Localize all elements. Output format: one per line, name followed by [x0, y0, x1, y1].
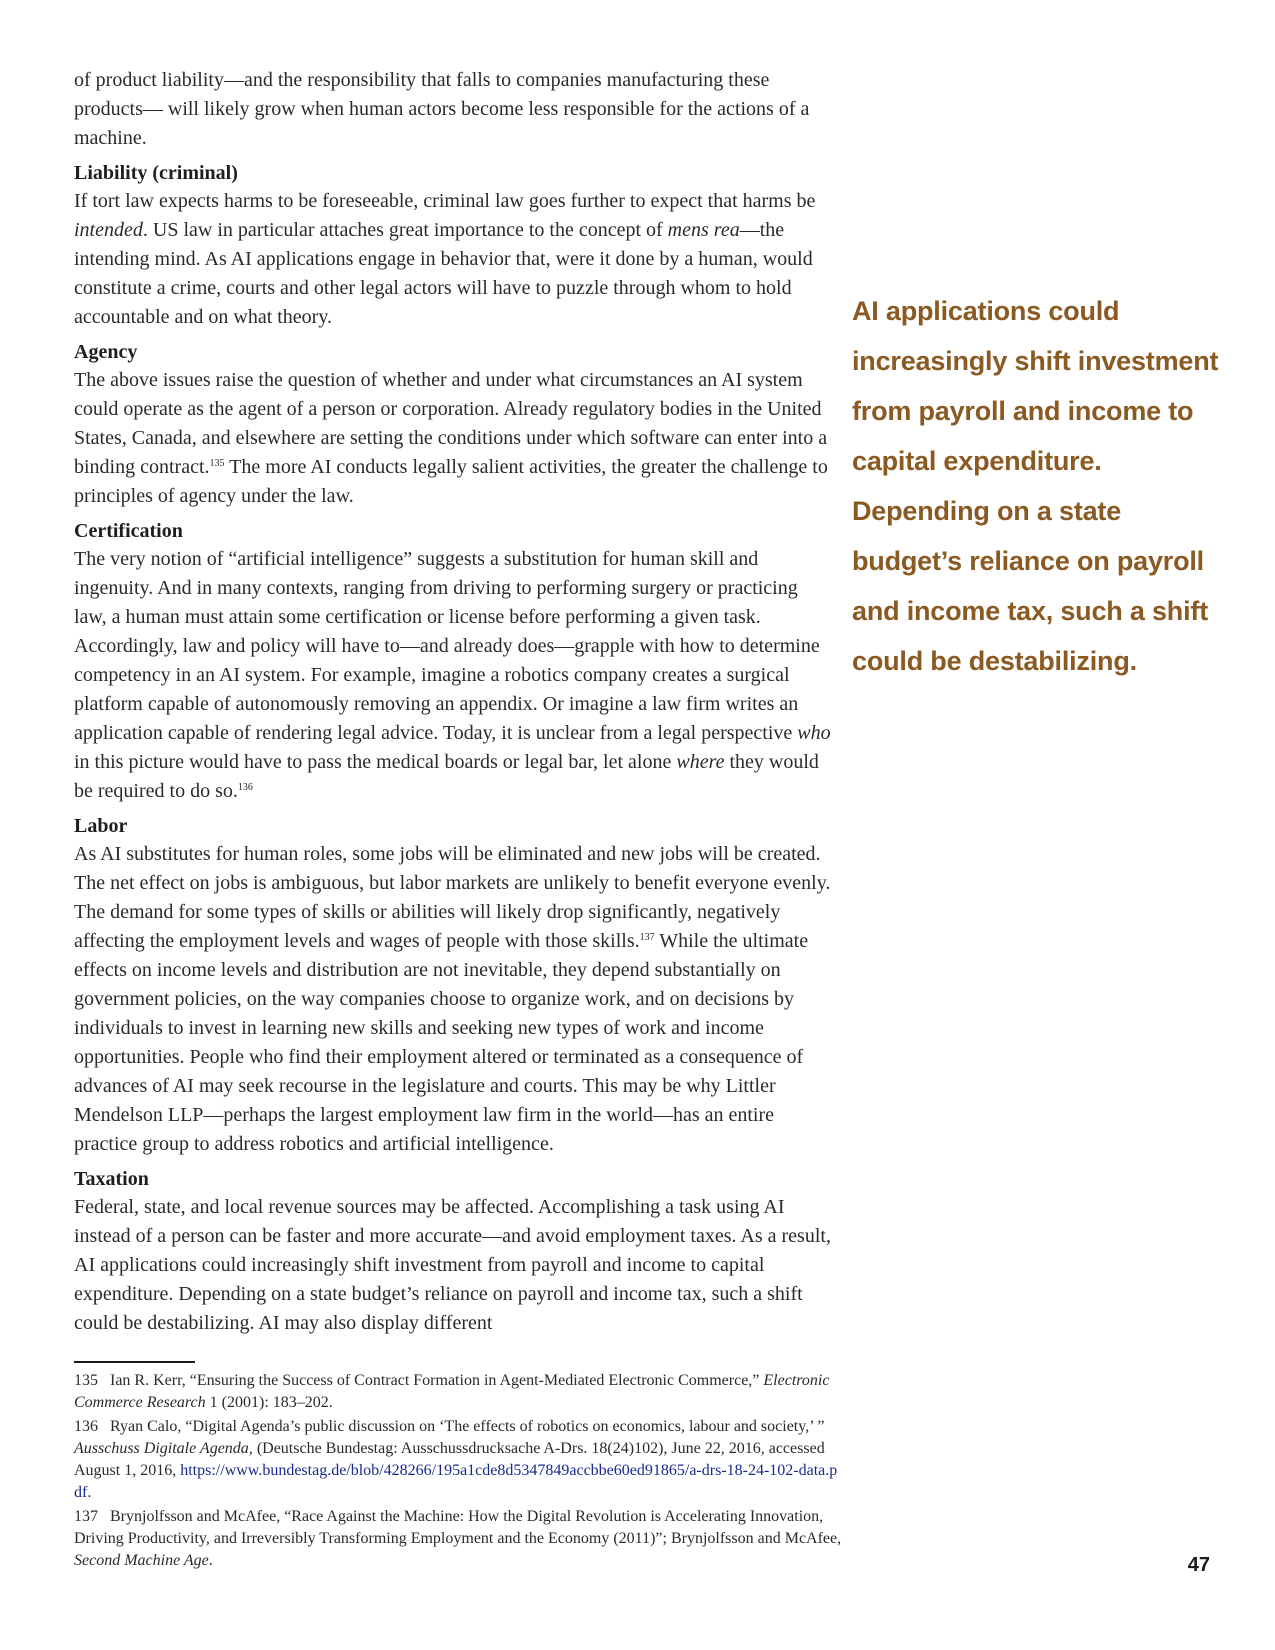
text-run: If tort law expects harms to be foreseeable, criminal law goes further to expect that harms be — [74, 190, 816, 212]
paragraph-certification — [74, 545, 834, 806]
footnote-137 — [74, 1506, 844, 1572]
emphasis-intended: intended — [74, 219, 143, 241]
pull-quote: AI applications could increasingly shift investment from payroll and income to capital expenditure. Depending on a state budget’s reliance on payroll and income tax, such a shift could be destabilizing. — [852, 296, 1219, 676]
main-text-column — [74, 66, 834, 1344]
paragraph-labor — [74, 840, 834, 1159]
paragraph-taxation: Federal, state, and local revenue sources may be affected. Accomplishing a task using AI instead of a person can be faster and more accurate—and avoid employment taxes. As a result, AI applications could increasingly shift investment from payroll and income to capital expenditure. Depending on a state budget’s reliance on payroll and income tax, such a shift could be destabilizing. AI may also display different — [74, 1196, 831, 1334]
text-run: As AI substitutes for human roles, some jobs will be eliminated and new jobs will be created. The net effect on jobs is ambiguous, but labor markets are unlikely to benefit everyone evenly. The demand for some types of skills or abilities will likely drop significantly, negatively affecting the employment levels and wages of people with those skills. — [74, 843, 831, 952]
heading-taxation: Taxation — [74, 1168, 149, 1190]
footnote-135 — [74, 1370, 844, 1414]
intro-paragraph: of product liability—and the responsibility that falls to companies manufacturing these products— will likely grow when human actors become less responsible for the actions of a machine. — [74, 69, 810, 149]
paragraph-agency — [74, 366, 834, 511]
text-run: , (Deutsche Bundestag: Ausschussdrucksache A-Drs. 18(24)102), June 22, 2016, accessed August 1, 2016, — [74, 1440, 825, 1479]
emphasis-mens-rea: mens rea — [667, 219, 740, 241]
paragraph-liability-criminal — [74, 187, 834, 332]
footnote-136 — [74, 1416, 844, 1504]
footnote-number: 136 — [74, 1418, 98, 1435]
heading-agency: Agency — [74, 341, 138, 363]
text-run: Ian R. Kerr, “Ensuring the Success of Contract Formation in Agent-Mediated Electronic Commerce,” — [110, 1372, 764, 1389]
text-run: The more AI conducts legally salient activities, the greater the challenge to principles of agency under the law. — [74, 456, 828, 507]
emphasis-where: where — [676, 751, 725, 773]
text-run: Ryan Calo, “Digital Agenda’s public discussion on ‘The effects of robotics on economics, labour and society,’ ” — [110, 1418, 825, 1435]
emphasis-committee: Ausschuss Digitale Agenda — [74, 1440, 249, 1457]
emphasis-who: who — [797, 722, 831, 744]
emphasis-book: Second Machine Age — [74, 1552, 209, 1569]
footnote-number: 137 — [74, 1508, 98, 1525]
heading-certification: Certification — [74, 520, 183, 542]
text-run: 1 (2001): 183–202. — [205, 1394, 333, 1411]
text-run: . — [208, 1552, 213, 1569]
text-run: they would be required to do so. — [74, 751, 819, 802]
text-run: The very notion of “artificial intelligence” suggests a substitution for human skill and ingenuity. And in many contexts, ranging from driving to performing surgery or practicing law, a human must attain some certification or license before performing a given task. Accordingly, law and policy will have to—and already does—grapple with how to determine competency in an AI system. For example, imagine a robotics company creates a surgical platform capable of autonomously removing an appendix. Or imagine a law firm writes an application capable of rendering legal advice. Today, it is unclear from a legal perspective — [74, 548, 820, 744]
page-number: 47 — [1187, 1554, 1210, 1576]
bundestag-link[interactable]: https://www.bundestag.de/blob/428266/195a1cde8d5347849accbbe60ed91865/a-drs-18-24-102-data.pdf. — [74, 1462, 838, 1501]
footnote-number: 135 — [74, 1372, 98, 1389]
footnote-ref-137[interactable]: 137 — [639, 932, 655, 943]
heading-labor: Labor — [74, 815, 128, 837]
text-run: —the intending mind. As AI applications engage in behavior that, were it done by a human, would constitute a crime, courts and other legal actors will have to puzzle through whom to hold accountable and on what theory. — [74, 219, 813, 328]
heading-liability-criminal: Liability (criminal) — [74, 162, 238, 184]
footnotes-section — [74, 1370, 844, 1574]
text-run: in this picture would have to pass the medical boards or legal bar, let alone — [74, 751, 677, 773]
text-run: While the ultimate effects on income levels and distribution are not inevitable, they depend substantially on government policies, on the way companies choose to organize work, and on decisions by individuals to invest in learning new skills and seeking new types of work and income opportunities. People who find their employment altered or terminated as a consequence of advances of AI may seek recourse in the legislature and courts. This may be why Littler Mendelson LLP—perhaps the largest employment law firm in the world—has an entire practice group to address robotics and artificial intelligence. — [74, 930, 809, 1155]
footnote-divider — [74, 1361, 195, 1363]
footnote-ref-135[interactable]: 135 — [209, 458, 225, 469]
footnote-ref-136[interactable]: 136 — [237, 782, 253, 793]
text-run: The above issues raise the question of whether and under what circumstances an AI system could operate as the agent of a person or corporation. Already regulatory bodies in the United States, Canada, and elsewhere are setting the conditions under which software can enter into a binding contract. — [74, 369, 828, 478]
text-run: . US law in particular attaches great importance to the concept of — [142, 219, 668, 241]
text-run: Brynjolfsson and McAfee, “Race Against the Machine: How the Digital Revolution is Accelerating Innovation, Driving Productivity, and Irreversibly Transforming Employment and the Economy (2011)”; Brynjolfsson and McAfee, — [74, 1508, 842, 1547]
emphasis-journal: Electronic Commerce Research — [74, 1372, 830, 1411]
